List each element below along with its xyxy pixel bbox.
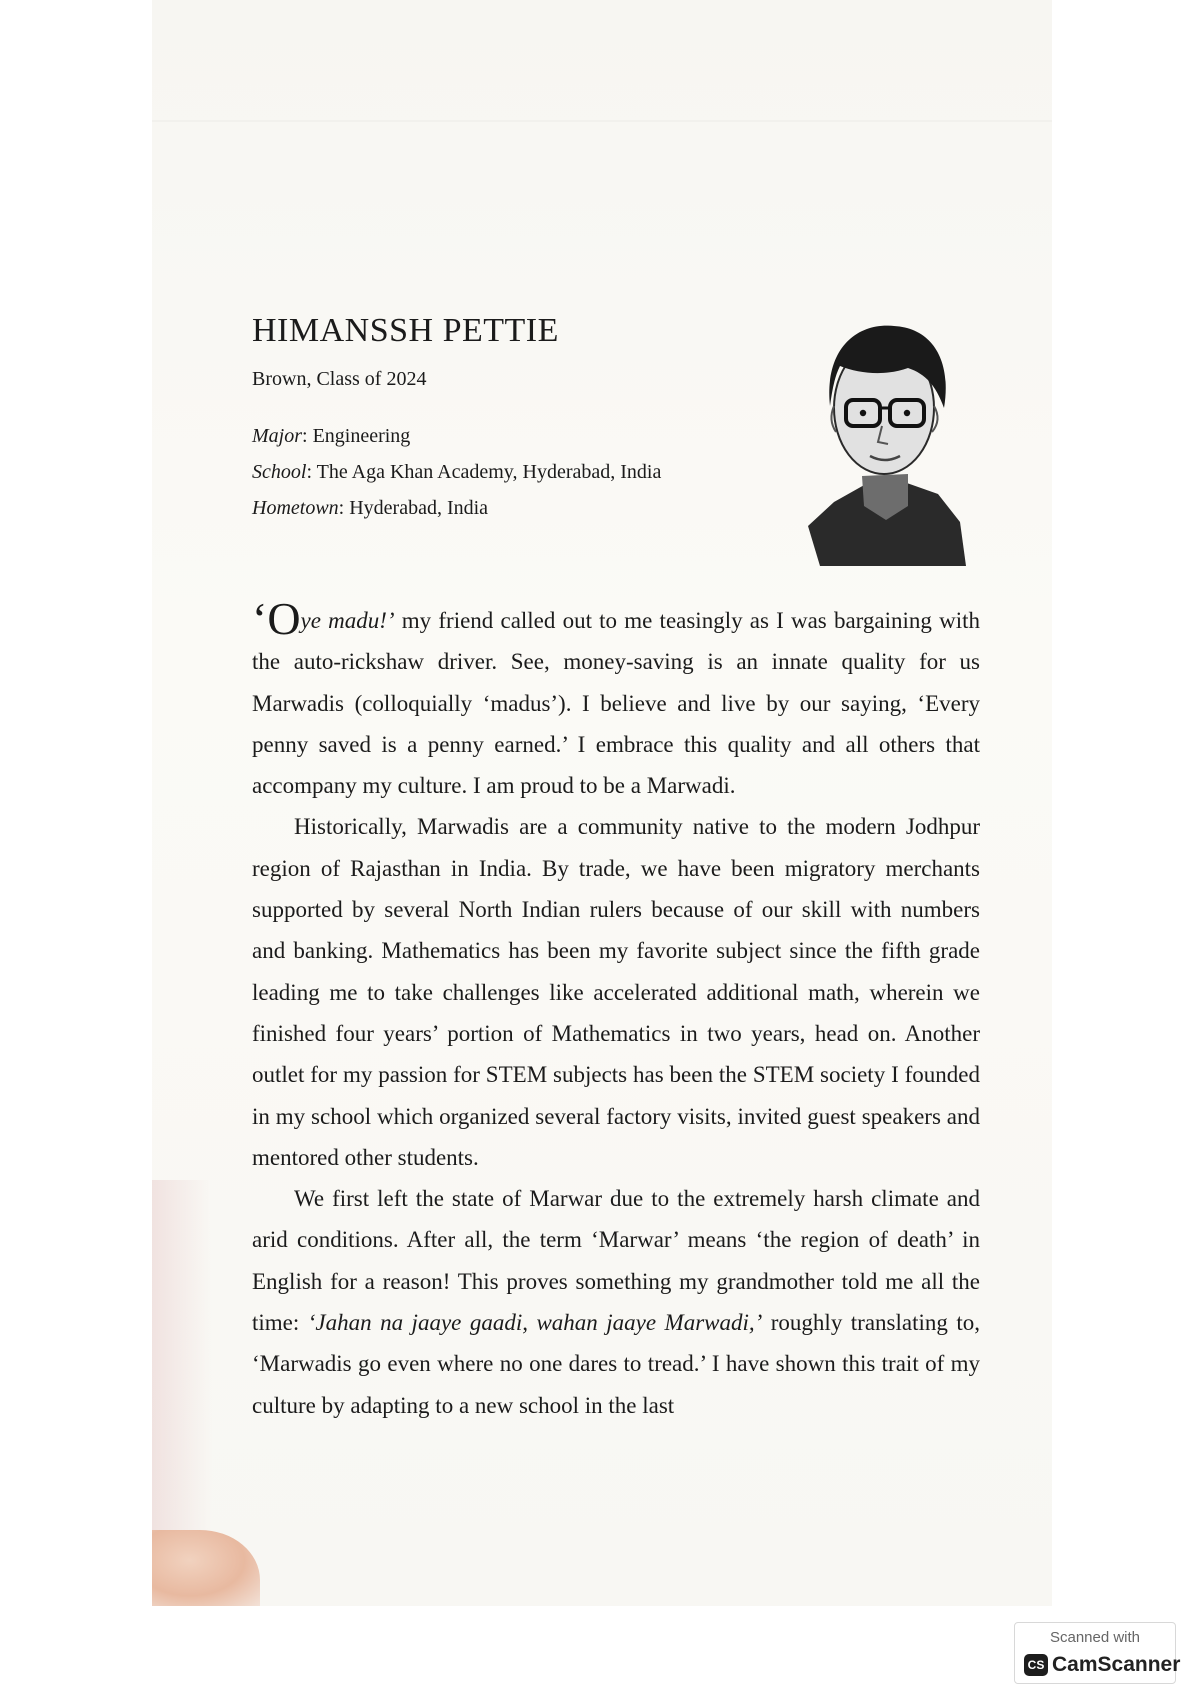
watermark-scanned-with: Scanned with [1049,1629,1141,1646]
thumb-in-scan [152,1530,260,1606]
hometown-label: Hometown [252,497,339,519]
major-line: Major: Engineering [252,425,411,447]
essay-paragraph-2: Historically, Marwadis are a community native to the modern Jodhpur region of Rajasthan in India. By trade, we have been migratory merchants supported by several North Indian rulers because of our skill with numbers and banking. Mathematics has been my favorite subject since the fifth grade leading me to take challenges like accelerated additional math, wherein we finished four years’ portion of Mathematics in two years, head on. Another outlet for my passion for STEM subjects has been the STEM society I founded in my school which organized several factory visits, invited guest speakers and mentored other students. [252,814,980,1170]
paragraph-1-text: my friend called out to me teasingly as I was bargaining with the auto-rickshaw driver. See, money-saving is an innate quality for us Marwadis (colloquially ‘madus’). I believe and live by our saying, ‘Every penny saved is a penny earned.’ I embrace this quality and all others that accompany my culture. I am proud to be a Marwadi. [252,608,980,799]
camscanner-logo-icon: CS [1024,1654,1048,1676]
major-label: Major [252,425,302,447]
paragraph-3-text-b: roughly translating to, ‘Marwadis go even where no one dares to tread.’ I have shown this trait of my culture by adapting to a new school in the last [252,1310,980,1418]
drop-cap: ‘O [252,593,301,644]
hometown-value: Hyderabad, India [349,497,489,519]
watermark-brand: CamScanner [1052,1653,1181,1676]
marwadi-saying: ‘Jahan na jaaye gaadi, wahan jaaye Marwadi,’ [307,1310,763,1336]
major-value: Engineering [312,425,411,447]
paragraph-3-text-a: We first left the state of Marwar due to the extremely harsh climate and arid conditions. After all, the term ‘Marwar’ means ‘the region of death’ in English for a reason! This proves something my grandmother told me all the time: [252,1186,980,1336]
opening-phrase: ye madu!’ [300,608,395,633]
hometown-line: Hometown: Hyderabad, India [252,497,489,519]
school-value: The Aga Khan Academy, Hyderabad, India [316,461,662,483]
student-name: HIMANSSH PETTIE [252,312,559,349]
essay-paragraph-1 [252,593,980,806]
school-line: School: The Aga Khan Academy, Hyderabad, India [252,461,662,483]
college-class: Brown, Class of 2024 [252,368,427,390]
bleed-through-texture [152,120,1052,146]
school-label: School [252,461,307,483]
essay-text [252,593,980,1426]
camscanner-watermark [1014,1622,1181,1684]
essay-paragraph-3 [252,1178,980,1426]
student-portrait-sketch [800,316,968,570]
